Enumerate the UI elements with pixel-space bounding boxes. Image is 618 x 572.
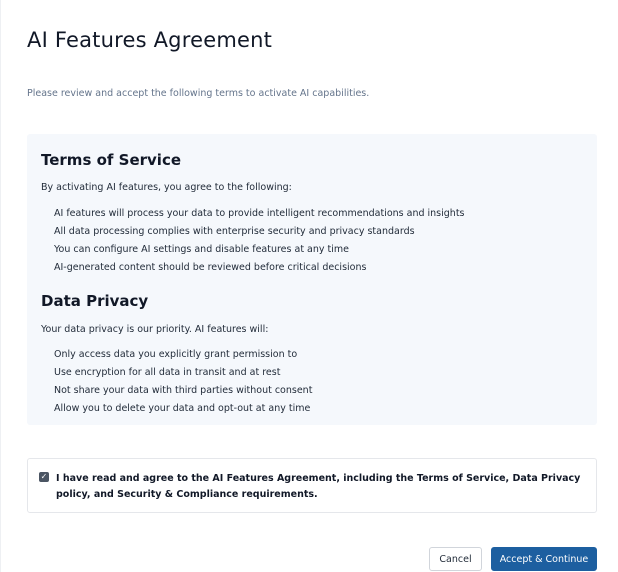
privacy-item: Allow you to delete your data and opt-out at any time bbox=[54, 403, 311, 414]
dialog-subtitle: Please review and accept the following terms to activate AI capabilities. bbox=[27, 88, 370, 99]
consent-checkbox[interactable] bbox=[39, 472, 49, 482]
terms-panel[interactable] bbox=[27, 134, 597, 425]
terms-intro: By activating AI features, you agree to the following: bbox=[41, 182, 292, 193]
accept-continue-button[interactable]: Accept & Continue bbox=[491, 547, 597, 571]
privacy-intro: Your data privacy is our priority. AI features will: bbox=[41, 324, 269, 335]
terms-item: All data processing complies with enterprise security and privacy standards bbox=[54, 226, 415, 237]
consent-label[interactable]: I have read and agree to the AI Features Agreement, including the Terms of Service, Data Privacy policy, and Security & Compliance requirements. bbox=[56, 473, 581, 500]
consent-box[interactable] bbox=[27, 458, 597, 513]
data-privacy-heading: Data Privacy bbox=[41, 292, 149, 310]
terms-item: AI features will process your data to provide intelligent recommendations and insights bbox=[54, 208, 465, 219]
checkmark-icon: ✓ bbox=[40, 472, 48, 481]
terms-item: AI-generated content should be reviewed before critical decisions bbox=[54, 262, 367, 273]
privacy-item: Only access data you explicitly grant permission to bbox=[54, 349, 298, 360]
terms-item: You can configure AI settings and disable features at any time bbox=[54, 244, 350, 255]
privacy-item: Not share your data with third parties without consent bbox=[54, 385, 313, 396]
terms-of-service-heading: Terms of Service bbox=[41, 151, 182, 169]
privacy-item: Use encryption for all data in transit and at rest bbox=[54, 367, 281, 378]
dialog-title: AI Features Agreement bbox=[27, 28, 273, 52]
cancel-button[interactable]: Cancel bbox=[429, 547, 482, 571]
